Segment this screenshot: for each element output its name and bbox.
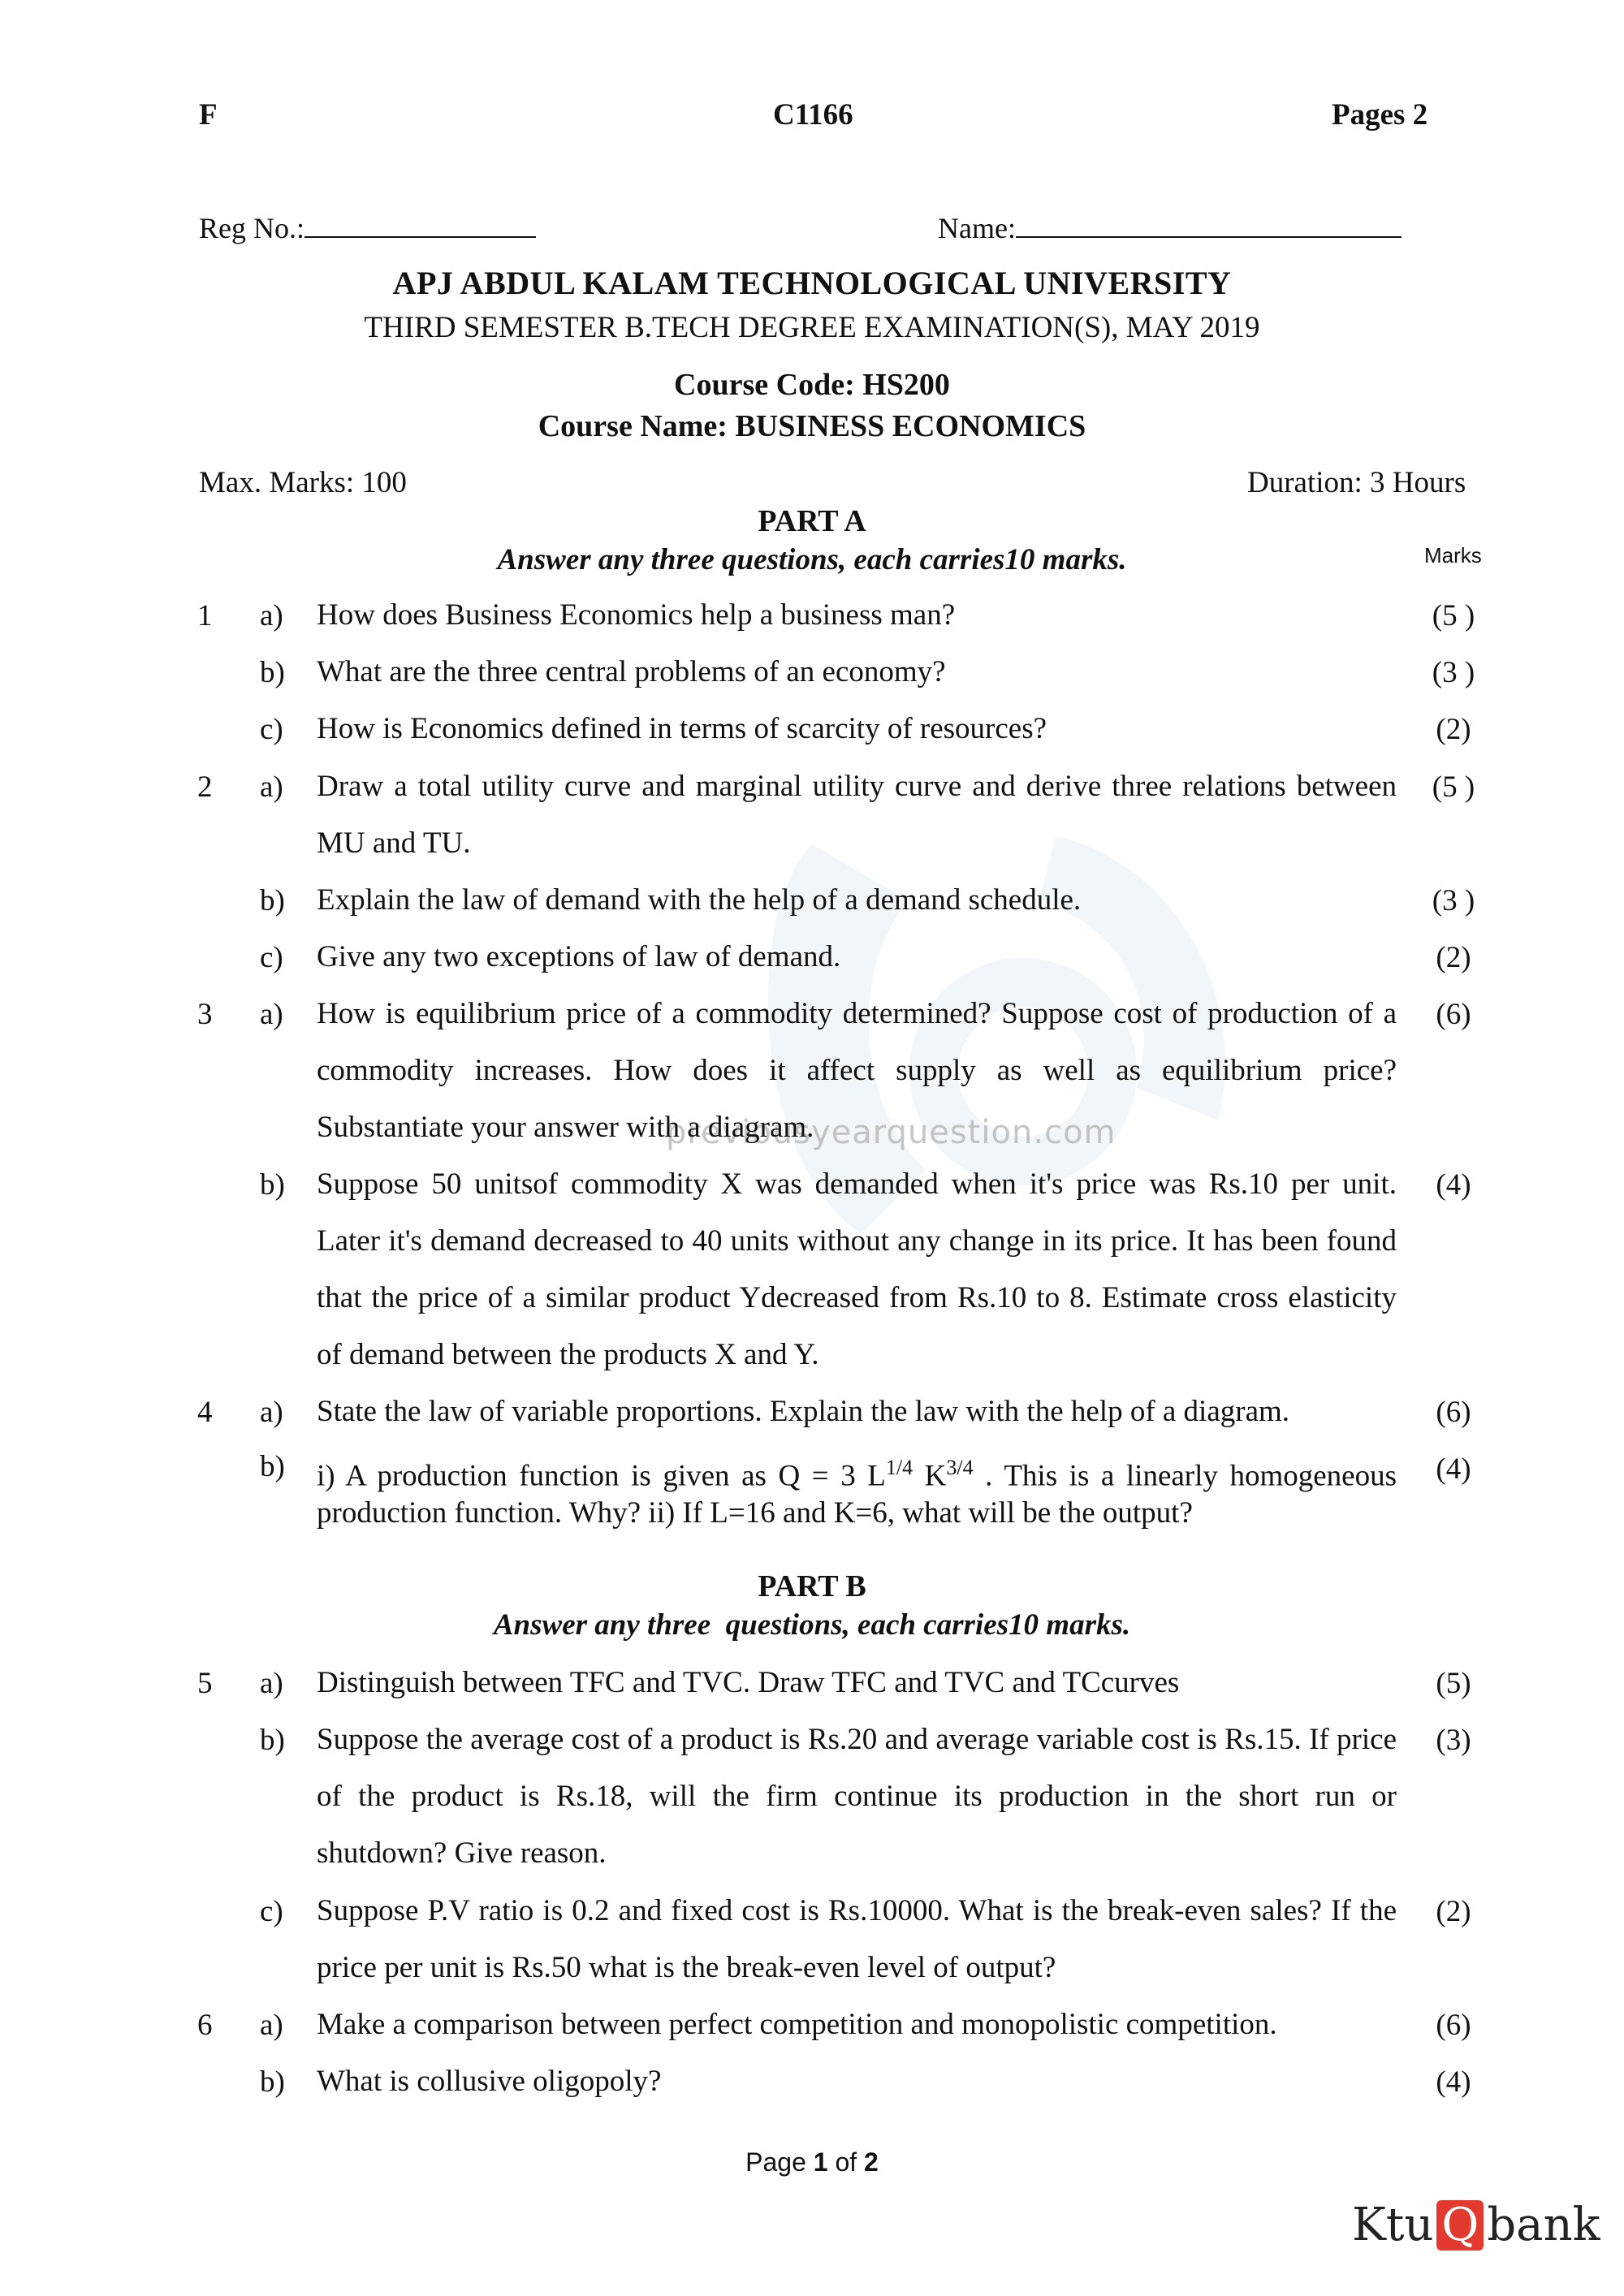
question-marks: (5) bbox=[1436, 1667, 1471, 1700]
course-name: Course Name: BUSINESS ECONOMICS bbox=[538, 409, 1086, 443]
question-marks: (4) bbox=[1436, 1452, 1471, 1486]
university-name: APJ ABDUL KALAM TECHNOLOGICAL UNIVERSITY bbox=[392, 265, 1232, 301]
ktuqbank-logo bbox=[1352, 2199, 1600, 2251]
subquestion-label: a) bbox=[260, 2009, 283, 2042]
brand-ktu: Ktu bbox=[1352, 2199, 1434, 2251]
name-field bbox=[938, 211, 1402, 245]
brand-q-icon: Q bbox=[1436, 2200, 1484, 2251]
subquestion-label: a) bbox=[260, 998, 283, 1031]
subquestion-label: b) bbox=[260, 1168, 285, 1202]
question-text: Suppose the average cost of a product is Rs.20 and average variable cost is Rs.15. If price of the product is Rs.18, will the firm continue its production in the short run or shutdown? Give reason. bbox=[317, 1723, 1397, 1870]
question-marks: (2) bbox=[1436, 713, 1471, 746]
duration: Duration: 3 Hours bbox=[1247, 466, 1466, 499]
question-text: State the law of variable proportions. Explain the law with the help of a diagram. bbox=[317, 1395, 1290, 1428]
subquestion-label: c) bbox=[260, 713, 283, 746]
question-text: How does Business Economics help a business man? bbox=[317, 598, 956, 632]
question-marks: (3) bbox=[1436, 1724, 1471, 1757]
question-marks: (6) bbox=[1436, 998, 1471, 1031]
part-b-instruction: Answer any three questions, each carries10 marks. bbox=[493, 1608, 1131, 1642]
question-text: How is equilibrium price of a commodity determined? Suppose cost of production of a commodity increases. How does it affect supply as well as equilibrium price? Substantiate your answer with a diagram. bbox=[317, 997, 1397, 1144]
paper-code: C1166 bbox=[773, 98, 853, 132]
subquestion-label: a) bbox=[260, 1396, 283, 1429]
subquestion-label: b) bbox=[260, 1450, 285, 1483]
question-marks: (3 ) bbox=[1432, 656, 1475, 689]
question-marks: (4) bbox=[1436, 2065, 1471, 2099]
question-marks: (6) bbox=[1436, 1396, 1471, 1429]
question-text: Suppose P.V ratio is 0.2 and fixed cost is Rs.10000. What is the break-even sales? If the price per unit is Rs.50 what is the break-even level of output? bbox=[317, 1894, 1397, 1984]
question-number: 1 bbox=[197, 599, 213, 632]
subquestion-label: b) bbox=[260, 656, 285, 689]
reg-no-line bbox=[304, 212, 536, 238]
question-number: 6 bbox=[197, 2009, 213, 2042]
part-a-instruction: Answer any three questions, each carries10 marks. bbox=[497, 543, 1127, 576]
question-marks: (2) bbox=[1436, 941, 1471, 974]
question-marks: (5 ) bbox=[1432, 599, 1475, 632]
name-line bbox=[1016, 212, 1402, 238]
subquestion-label: c) bbox=[260, 1895, 283, 1928]
brand-bank: bank bbox=[1487, 2199, 1600, 2251]
question-marks: (3 ) bbox=[1432, 884, 1475, 917]
reg-no-label: Reg No.: bbox=[199, 212, 304, 244]
question-text: i) A production function is given as Q = 3 $L^{1/4}$ $K^{3/4}$ . This is a linearly homogeneous production function. Why? ii) If L=16 and K=6, what will be the output? bbox=[317, 1456, 1397, 1530]
subquestion-label: b) bbox=[260, 884, 285, 917]
name-label: Name: bbox=[938, 212, 1016, 244]
max-marks: Max. Marks: 100 bbox=[199, 466, 407, 499]
page-indicator: Page 1 of 2 bbox=[745, 2147, 879, 2177]
question-text: Draw a total utility curve and marginal utility curve and derive three relations between MU and TU. bbox=[317, 770, 1397, 860]
course-code: Course Code: HS200 bbox=[674, 368, 950, 402]
subquestion-label: b) bbox=[260, 1724, 285, 1757]
subquestion-label: a) bbox=[260, 1667, 283, 1700]
subquestion-label: c) bbox=[260, 941, 283, 974]
question-number: 4 bbox=[197, 1396, 213, 1429]
question-text: Explain the law of demand with the help of a demand schedule. bbox=[317, 883, 1082, 917]
question-text: Make a comparison between perfect competition and monopolistic competition. bbox=[317, 2008, 1277, 2041]
question-marks: (5 ) bbox=[1432, 770, 1475, 804]
question-text: How is Economics defined in terms of scarcity of resources? bbox=[317, 712, 1047, 745]
watermark-text: previousyearquestion.com bbox=[666, 1114, 1116, 1151]
question-marks: (4) bbox=[1436, 1168, 1471, 1202]
question-text: Give any two exceptions of law of demand. bbox=[317, 940, 841, 973]
question-text: What is collusive oligopoly? bbox=[317, 2065, 662, 2098]
reg-no-field bbox=[199, 211, 536, 245]
question-text: Distinguish between TFC and TVC. Draw TFC and TVC and TCcurves bbox=[317, 1666, 1180, 1699]
question-text: What are the three central problems of an economy? bbox=[317, 655, 946, 688]
question-number: 2 bbox=[197, 770, 213, 804]
subquestion-label: a) bbox=[260, 770, 283, 804]
subquestion-label: b) bbox=[260, 2065, 285, 2099]
subquestion-label: a) bbox=[260, 599, 283, 632]
question-number: 5 bbox=[197, 1667, 213, 1700]
question-marks: (2) bbox=[1436, 1895, 1471, 1928]
page-count: Pages 2 bbox=[1332, 98, 1428, 132]
part-a-title: PART A bbox=[758, 504, 866, 538]
question-number: 3 bbox=[197, 998, 213, 1031]
question-text: Suppose 50 unitsof commodity X was demanded when it's price was Rs.10 per unit. Later it's demand decreased to 40 units without any change in its price. It has been found that the price of a similar product Ydecreased from Rs.10 to 8. Estimate cross elasticity of demand between the products X and Y. bbox=[317, 1167, 1397, 1371]
marks-column-label: Marks bbox=[1424, 543, 1482, 568]
part-b-title: PART B bbox=[758, 1569, 866, 1603]
question-marks: (6) bbox=[1436, 2009, 1471, 2042]
set-code: F bbox=[199, 98, 218, 132]
exam-semester: THIRD SEMESTER B.TECH DEGREE EXAMINATION(S), MAY 2019 bbox=[364, 311, 1260, 344]
